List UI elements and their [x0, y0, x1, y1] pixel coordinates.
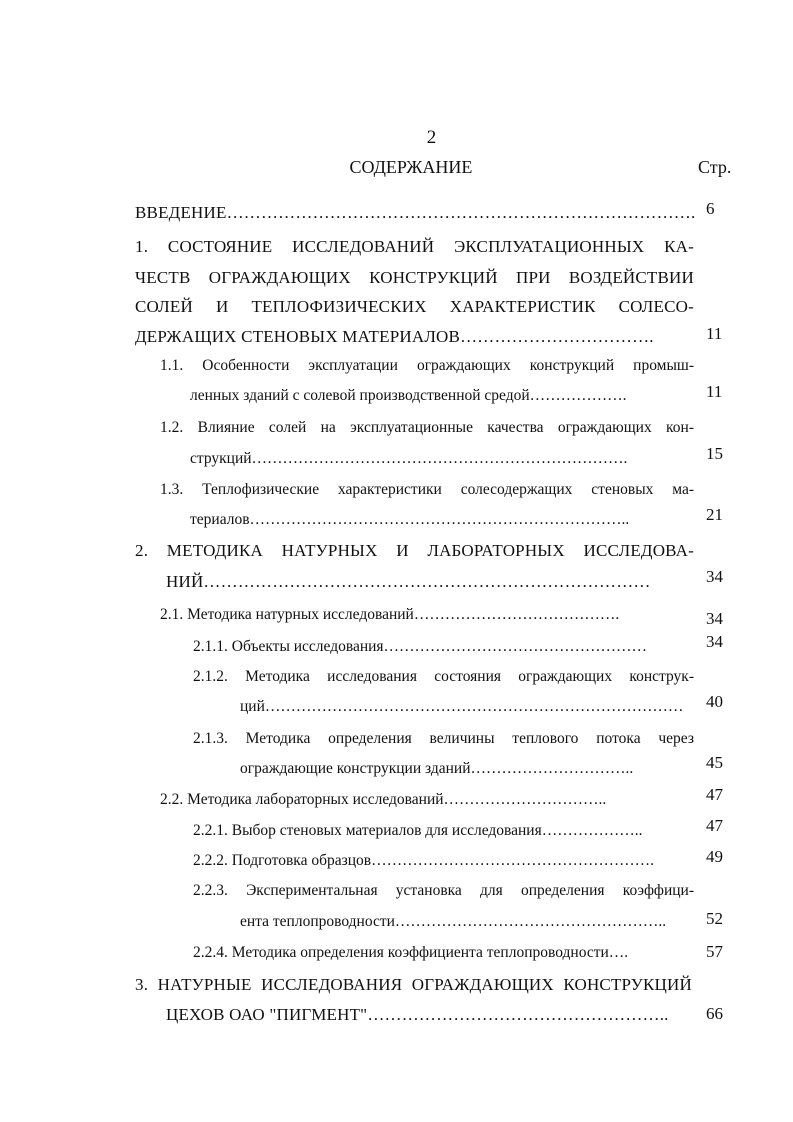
toc-line: ВВЕДЕНИЕ………………………………………………………………………. — [135, 203, 695, 222]
toc-page-number: 6 — [706, 199, 715, 218]
toc-page-number: 21 — [706, 505, 723, 524]
toc-line: ленных зданий с солевой производственной средой………………. — [190, 387, 627, 404]
toc-line: 1.3. Теплофизические характеристики солесодержащих стеновых ма- — [160, 481, 694, 498]
toc-page-number: 57 — [706, 942, 723, 961]
toc-page-number: 45 — [706, 753, 723, 772]
toc-line: 2.1. Методика натурных исследований…………………………………. — [160, 606, 620, 623]
page-number: 2 — [426, 127, 437, 148]
toc-line: 2.2.4. Методика определения коэффициента теплопроводности…. — [193, 944, 629, 961]
toc-page-number: 11 — [706, 382, 723, 401]
toc-line: 2.2. Методика лабораторных исследований………………………….. — [160, 791, 607, 808]
toc-line: териалов……………………………………………………………….. — [190, 511, 630, 528]
toc-line: ДЕРЖАЩИХ СТЕНОВЫХ МАТЕРИАЛОВ……………………………. — [135, 327, 654, 346]
toc-page-number: 52 — [706, 909, 723, 928]
toc-line: СОЛЕЙ И ТЕПЛОФИЗИЧЕСКИХ ХАРАКТЕРИСТИК СОЛЕСО- — [135, 297, 694, 316]
page-column-label: Стр. — [698, 157, 732, 177]
toc-line: 2.1.2. Методика исследования состояния ограждающих конструк- — [193, 668, 694, 685]
toc-line: 1.2. Влияние солей на эксплуатационные качества ограждающих кон- — [160, 419, 694, 436]
toc-line: ента теплопроводности…………………………………………….. — [240, 913, 667, 930]
toc-page-number: 40 — [706, 692, 723, 711]
toc-line: 1. СОСТОЯНИЕ ИССЛЕДОВАНИЙ ЭКСПЛУАТАЦИОННЫХ КА- — [135, 237, 694, 256]
toc-line: ций……………………………………………………………………… — [240, 698, 684, 715]
toc-page-number: 11 — [706, 324, 723, 343]
toc-line: ЧЕСТВ ОГРАЖДАЮЩИХ КОНСТРУКЦИЙ ПРИ ВОЗДЕЙСТВИИ — [135, 268, 694, 287]
toc-page-number: 34 — [706, 609, 723, 628]
toc-page-number: 49 — [706, 847, 723, 866]
toc-line: струкций………………………………………………………………. — [190, 450, 628, 467]
toc-line: 2. МЕТОДИКА НАТУРНЫХ И ЛАБОРАТОРНЫХ ИССЛЕДОВА- — [135, 541, 694, 560]
toc-page-number: 47 — [706, 785, 723, 804]
toc-line: 3. НАТУРНЫЕ ИССЛЕДОВАНИЯ ОГРАЖДАЮЩИХ КОНСТРУКЦИЙ — [135, 975, 692, 994]
toc-page-number: 34 — [706, 567, 723, 586]
toc-page-number: 66 — [706, 1004, 723, 1023]
toc-title: СОДЕРЖАНИЕ — [349, 157, 473, 177]
toc-line: ЦЕХОВ ОАО "ПИГМЕНТ"…………………………………………….. — [166, 1005, 669, 1024]
toc-line: ограждающие конструкции зданий………………………….. — [240, 760, 634, 777]
toc-line: НИЙ…………………………………………………………………… — [166, 572, 651, 591]
toc-line: 2.2.1. Выбор стеновых материалов для исследования……………….. — [193, 822, 643, 839]
toc-page-number: 34 — [706, 632, 723, 651]
toc-line: 2.2.2. Подготовка образцов………………………………………………. — [193, 852, 654, 869]
toc-line: 1.1. Особенности эксплуатации ограждающих конструкций промыш- — [160, 357, 694, 374]
toc-line: 2.1.1. Объекты исследования…………………………………………… — [193, 638, 648, 655]
toc-line: 2.2.3. Экспериментальная установка для определения коэффици- — [193, 882, 694, 899]
toc-page-number: 47 — [706, 816, 723, 835]
toc-page-number: 15 — [706, 444, 723, 463]
toc-line: 2.1.3. Методика определения величины теплового потока через — [193, 730, 694, 747]
